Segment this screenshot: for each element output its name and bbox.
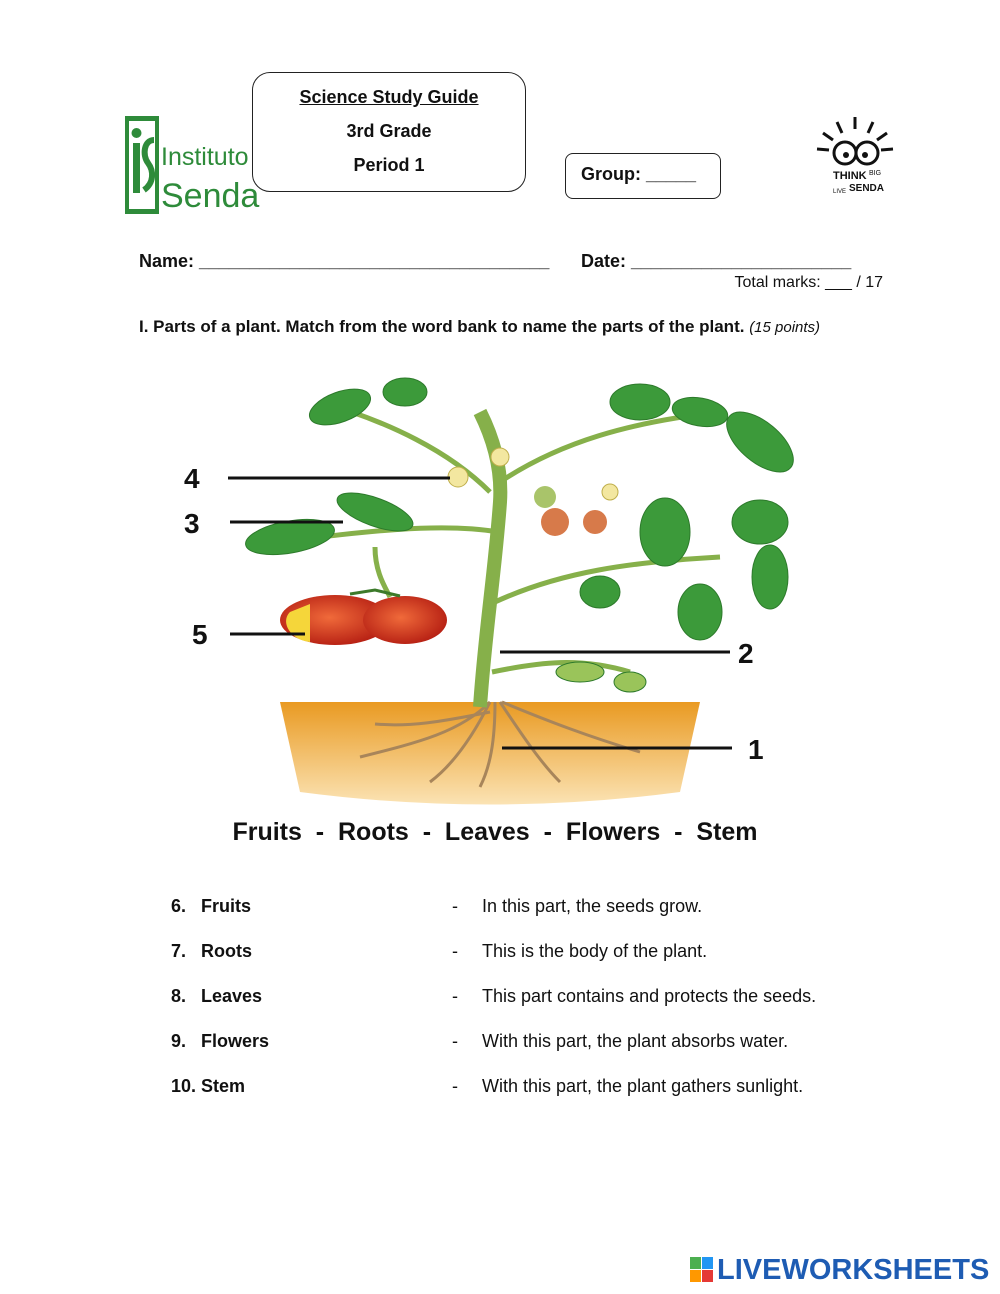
item-dash: - xyxy=(452,986,458,1006)
item-description: This is the body of the plant. xyxy=(482,941,708,961)
total-marks: Total marks: ___ / 17 xyxy=(734,274,883,291)
item-description: With this part, the plant absorbs water. xyxy=(482,1031,789,1051)
diagram-label-4: 4 xyxy=(184,463,200,494)
logo-big-text: BIG xyxy=(869,170,882,177)
item-description: This part contains and protects the seeds. xyxy=(482,986,817,1006)
liveworksheets-logo[interactable] xyxy=(690,1253,989,1287)
leaves xyxy=(243,378,804,692)
period-label: Period 1 xyxy=(353,155,425,175)
logo-think-text: THINK xyxy=(833,170,867,182)
think-big-logo xyxy=(815,115,895,200)
liveworksheets-icon xyxy=(690,1257,714,1283)
item-number: 7. xyxy=(171,941,187,961)
item-dash: - xyxy=(452,1076,458,1096)
question-1-points: (15 points) xyxy=(749,319,821,336)
name-field[interactable]: Name: ___________________________________ xyxy=(139,251,550,271)
item-answer[interactable]: Roots xyxy=(201,941,252,961)
title-box xyxy=(252,72,526,192)
item-description: In this part, the seeds grow. xyxy=(482,896,703,916)
group-field[interactable]: Group: _____ xyxy=(565,153,721,199)
date-field[interactable]: Date: ______________________ xyxy=(581,251,852,271)
logo-live-text: LIVE xyxy=(833,189,847,195)
item-answer[interactable]: Stem xyxy=(201,1076,246,1096)
item-dash: - xyxy=(452,941,458,961)
diagram-label-3: 3 xyxy=(184,508,200,539)
logo-text-senda: Senda xyxy=(161,177,260,215)
item-number: 6. xyxy=(171,896,187,916)
grade-label: 3rd Grade xyxy=(346,121,432,141)
question-1-title xyxy=(139,314,879,341)
plant-diagram xyxy=(160,372,830,812)
question-1-text: I. Parts of a plant. Match from the word bank to name the parts of the plant. xyxy=(139,317,745,336)
page-title: Science Study Guide xyxy=(299,87,479,107)
liveworksheets-brand: LIVEWORKSHEETS xyxy=(717,1253,990,1286)
small-fruits xyxy=(534,486,607,536)
item-number: 8. xyxy=(171,986,187,1006)
word-bank: Fruits - Roots - Leaves - Flowers - Stem xyxy=(232,818,758,846)
item-answer[interactable]: Flowers xyxy=(201,1031,270,1051)
item-number: 10. xyxy=(171,1076,197,1096)
logo-senda-text: SENDA xyxy=(849,183,885,194)
item-answer[interactable]: Fruits xyxy=(201,896,252,916)
diagram-label-2: 2 xyxy=(738,638,754,669)
item-dash: - xyxy=(452,896,458,916)
item-answer[interactable]: Leaves xyxy=(201,986,263,1006)
instituto-senda-logo xyxy=(124,115,260,215)
diagram-label-1: 1 xyxy=(748,734,764,765)
big-tomato xyxy=(280,590,447,645)
item-description: With this part, the plant gathers sunlight. xyxy=(482,1076,804,1096)
logo-text-instituto: Instituto xyxy=(161,143,249,171)
diagram-label-5: 5 xyxy=(192,619,208,650)
item-dash: - xyxy=(452,1031,458,1051)
item-number: 9. xyxy=(171,1031,187,1051)
